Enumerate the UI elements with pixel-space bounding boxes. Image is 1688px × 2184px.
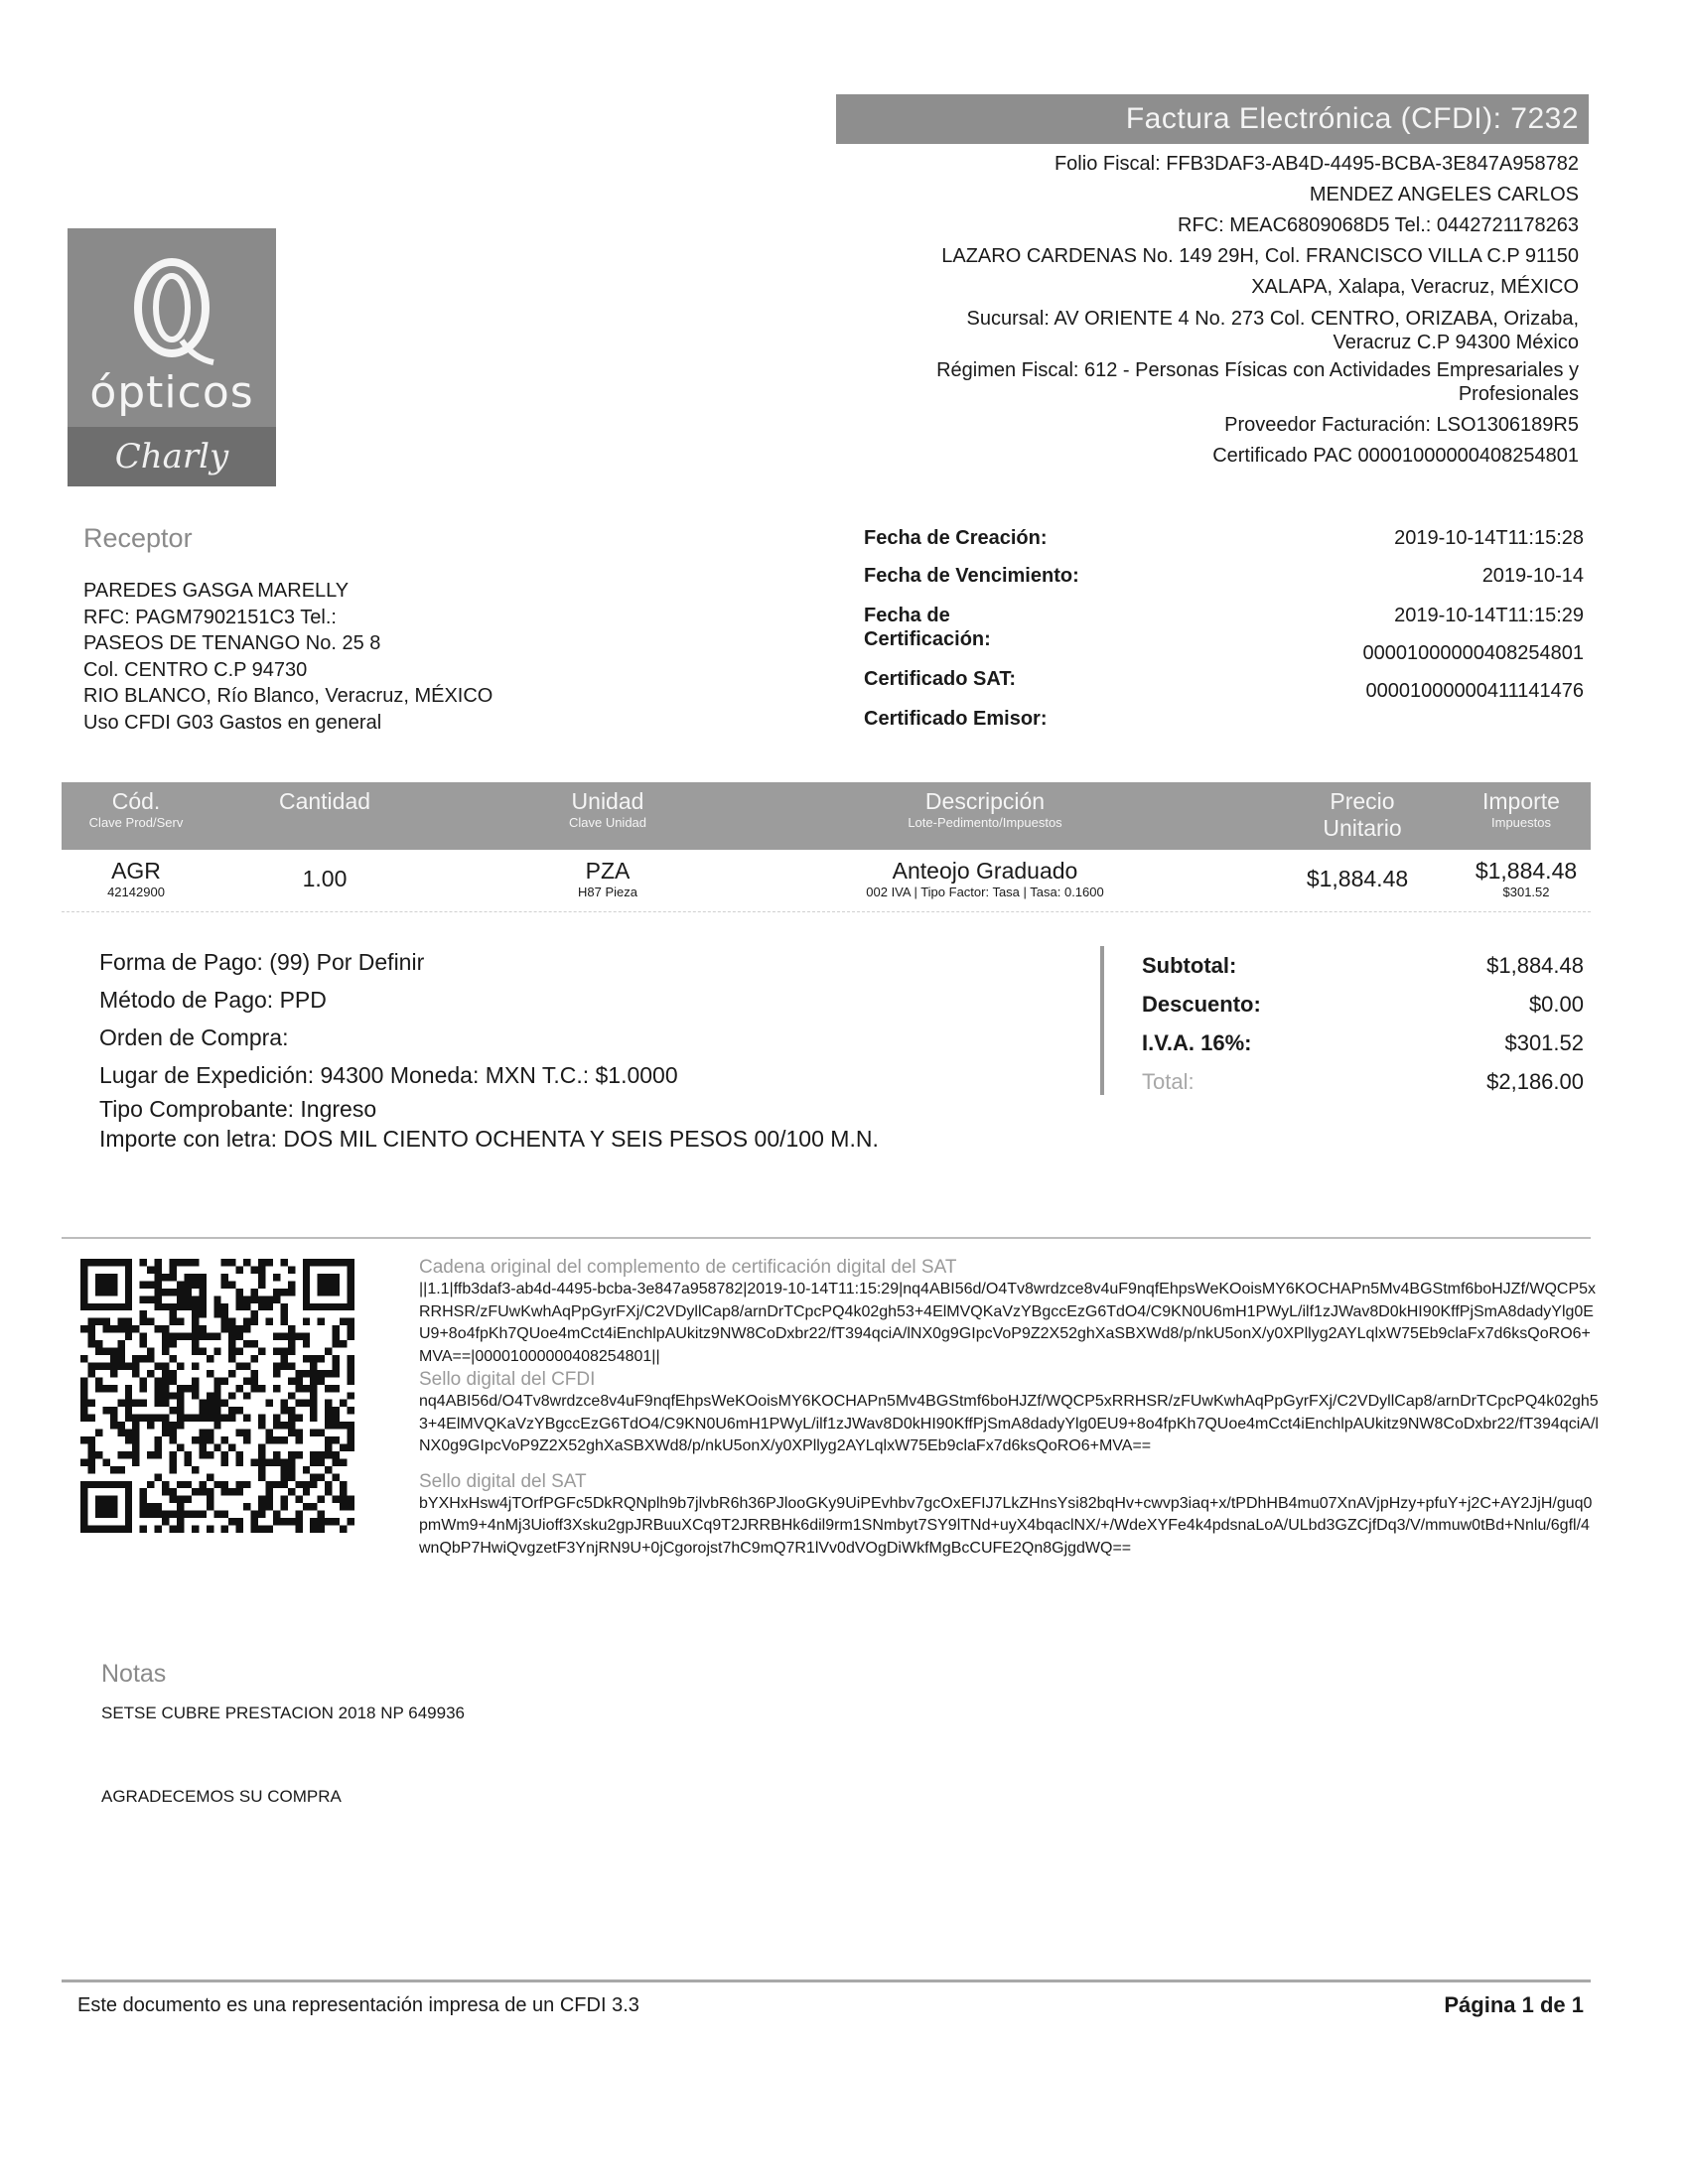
iva-value: $301.52 [1504,1030,1584,1055]
issuer-branch-line: Veracruz C.P 94300 México [1333,332,1579,353]
logo-mark-icon [122,253,221,367]
payment-forma: Forma de Pago: (99) Por Definir [99,949,425,975]
qr-modules [80,1259,354,1533]
creation-date-value: 2019-10-14T11:15:28 [1394,527,1584,549]
footer-disclaimer: Este documento es una representación impresa de un CFDI 3.3 [77,1994,639,2016]
row-code: AGR [111,858,161,884]
payment-orden: Orden de Compra: [99,1024,289,1050]
receptor-name: PAREDES GASGA MARELLY [83,580,350,602]
issuer-branch-line: Sucursal: AV ORIENTE 4 No. 273 Col. CENTRO, ORIZABA, Orizaba, [966,308,1579,330]
col-unit [498,788,717,830]
col-price-label: Precio [1330,788,1395,814]
row-amount-sub: $301.52 [1502,885,1550,899]
sat-cert-value: 00001000000408254801 [1362,642,1584,664]
issuer-rfc: RFC: MEAC6809068D5 Tel.: 0442721178263 [1178,214,1579,236]
row-price: $1,884.48 [1306,866,1409,891]
receptor-uso-cfdi: Uso CFDI G03 Gastos en general [83,711,382,734]
payment-lugar: Lugar de Expedición: 94300 Moneda: MXN T.C.: $1.0000 [99,1062,678,1088]
receptor-block [83,578,492,736]
sat-seal-title: Sello digital del SAT [419,1470,587,1492]
iva-label: I.V.A. 16%: [1142,1030,1252,1055]
sat-cert-label: Certificado SAT: [864,668,1016,690]
receptor-colonia: Col. CENTRO C.P 94730 [83,658,308,681]
col-amount [1452,788,1591,830]
qr-finder-center [95,1274,117,1296]
subtotal-value: $1,884.48 [1486,953,1584,978]
section-divider [62,1237,1591,1239]
cadena-title: Cadena original del complemento de certificación digital del SAT [419,1257,957,1278]
note-line: AGRADECEMOS SU COMPRA [101,1787,342,1806]
subtotal-label: Subtotal: [1142,953,1237,978]
logo-sub: Charly [114,437,229,477]
totals-labels [1142,946,1261,1101]
issuer-address: LAZARO CARDENAS No. 149 29H, Col. FRANCISCO VILLA C.P 91150 [941,245,1579,267]
col-qty [250,788,399,815]
row-amount-cell [1452,858,1601,899]
folio-fiscal: Folio Fiscal: FFB3DAF3-AB4D-4495-BCBA-3E847A958782 [1054,153,1579,175]
digital-seals [419,1256,1601,1560]
billing-provider: Proveedor Facturación: LSO1306189R5 [1224,414,1579,436]
pac-certificate: Certificado PAC 00001000000408254801 [1212,445,1579,467]
discount-value: $0.00 [1528,992,1584,1017]
issuer-name: MENDEZ ANGELES CARLOS [1309,184,1579,205]
emitter-cert-value: 00001000000411141476 [1365,680,1584,702]
issuer-city: XALAPA, Xalapa, Veracruz, MÉXICO [1251,276,1579,298]
row-unit-cell [498,858,717,899]
totals-values [1486,946,1584,1101]
receptor-address: PASEOS DE TENANGO No. 25 8 [83,632,381,654]
col-price [1303,788,1422,842]
cfdi-seal-title: Sello digital del CFDI [419,1369,596,1390]
page-number: Página 1 de 1 [1444,1992,1584,2017]
row-desc-sub: 002 IVA | Tipo Factor: Tasa | Tasa: 0.1600 [866,885,1104,899]
receptor-rfc: RFC: PAGM7902151C3 Tel.: [83,606,337,628]
creation-date-label: Fecha de Creación: [864,527,1048,549]
footer-divider [62,1979,1591,1982]
row-unit: PZA [585,858,631,884]
note-line: SETSE CUBRE PRESTACION 2018 NP 649936 [101,1704,465,1722]
payment-tipo: Tipo Comprobante: Ingreso [99,1096,377,1122]
payment-metodo: Método de Pago: PPD [99,987,327,1013]
col-unit-label: Unidad [571,788,644,814]
col-code-sub: Clave Prod/Serv [88,815,184,830]
row-code-cell [62,858,211,899]
emitter-cert-label: Certificado Emisor: [864,708,1048,730]
col-amount-sub: Impuestos [1491,815,1551,830]
qr-finder-center [318,1274,340,1296]
sat-seal-text: bYXHxHsw4jTOrfPGFc5DkRQNplh9b7jlvbR6h36PJlooGKy9UiPEvhbv7gcOxEFIJ7LkZHnsYsi82bqHv+cwvp3iaq+x/tPDhHB4mu07XnAVjpHzy+pfuY+j2C+AY2JjH/guq0pmWm9+4nMj3Uioff3Xsku2gpJRBuuXCq9T2JRRBHk6dil9rm1SNmbyt7SY9lTNd+uyX4bqaclNX/+/WdeXYFe4k4pdsnaLoA/ULbd3GZCjfDq3/V/mmuw0tBd+Nnlu/6gfl/4wnQbP7HwiQvgzetF3YnjRN9U+0jCgorojst7hC9mQ7R1lVv0dVOgDiWkfMgBcCUFE2Qn8GjgdWQ== [419,1494,1593,1557]
row-desc-cell [816,858,1154,899]
cert-date-label: Certificación: [864,628,991,650]
totals-divider [1100,946,1104,1095]
cert-date-value: 2019-10-14T11:15:29 [1394,605,1584,626]
col-code-label: Cód. [111,788,161,814]
col-desc-sub: Lote-Pedimento/Impuestos [908,815,1062,830]
row-unit-sub: H87 Pieza [578,885,637,899]
logo-brand: ópticos [89,367,254,418]
qr-code [79,1259,355,1533]
issuer-block [685,149,1579,472]
issuer-regime-line: Régimen Fiscal: 612 - Personas Físicas con Actividades Empresariales y [936,359,1579,381]
issuer-regime [685,358,1579,406]
due-date-label: Fecha de Vencimiento: [864,565,1079,587]
items-table-header [62,782,1591,850]
invoice-title: Factura Electrónica (CFDI): 7232 [1125,102,1579,135]
col-qty-label: Cantidad [278,788,371,814]
receptor-title: Receptor [83,523,193,553]
discount-label: Descuento: [1142,992,1261,1017]
row-desc: Anteojo Graduado [892,858,1078,884]
col-unit-sub: Clave Unidad [568,815,647,830]
due-date-value: 2019-10-14 [1481,565,1584,587]
table-row [62,852,1591,912]
row-code-sub: 42142900 [107,885,165,899]
row-qty: 1.00 [302,866,348,891]
total-label: Total: [1142,1069,1195,1094]
payment-info [99,943,879,1154]
col-code [62,788,211,830]
issuer-regime-line: Profesionales [1458,383,1579,405]
col-desc-label: Descripción [924,788,1046,814]
col-desc [836,788,1134,830]
col-amount-label: Importe [1482,788,1560,814]
col-price-label: Unitario [1323,815,1402,841]
notes-title: Notas [101,1660,167,1688]
qr-finder-center [95,1496,117,1518]
cert-date-label: Fecha de [864,605,950,626]
payment-letra: Importe con letra: DOS MIL CIENTO OCHENTA Y SEIS PESOS 00/100 M.N. [99,1126,879,1152]
cfdi-seal-text: nq4ABI56d/O4Tv8wrdzce8v4uF9nqfEhpsWeKOoisMY6KOCHAPn5Mv4BGStmf6boHJZf/WQCP5xRRHSR/zFUwKwhAqPpGyrFXj/C2VDyllCap8/arnDrTCpcPQ4k02gh53+4ElMVQKaVzYBgccEzG6TdO4/C9KN0U6mH1PWyL/ilf1zJWav8D0kHI90KffPjSmA8dadyYlg0EU9+8o4fpKh7QUoe4mCct4iEnchlpAUkitz9NW8CoDxbr22/fT394qciA/lNX0g9GIpcVoP9Z2X52ghXaSBXWd8/p/nkU5onX/y0XPllyg2AYLqlxW75Eb9claFx7d6ksQoRO6+MVA== [419,1393,1599,1454]
company-logo [68,228,276,486]
receptor-city: RIO BLANCO, Río Blanco, Veracruz, MÉXICO [83,685,493,707]
issuer-branch [685,307,1579,354]
invoice-title-bar [836,94,1589,144]
total-value: $2,186.00 [1486,1069,1584,1094]
row-amount: $1,884.48 [1475,858,1578,884]
cadena-text: ||1.1|ffb3daf3-ab4d-4495-bcba-3e847a958782|2019-10-14T11:15:29|nq4ABI56d/O4Tv8wrdzce8v4uF9nqfEhpsWeKOoisMY6KOCHAPn5Mv4BGStmf6boHJZf/WQCP5xRRHSR/zFUwKwhAqPpGyrFXj/C2VDyllCap8/arnDrTCpcPQ4k02gh53+4ElMVQKaVzYBgccEzG6TdO4/C9KN0U6mH1PWyL/ilf1zJWav8D0kHI90KffPjSmA8dadyYlg0EU9+8o4fpKh7QUoe4mCct4iEnchlpAUkitz9NW8CoDxbr22/fT394qciA/lNX0g9GIpcVoP9Z2X52ghXaSBXWd8/p/nkU5onX/y0XPllyg2AYLqlxW75Eb9claFx7d6ksQoRO6+MVA==|00001000000408254801|| [419,1281,1597,1365]
